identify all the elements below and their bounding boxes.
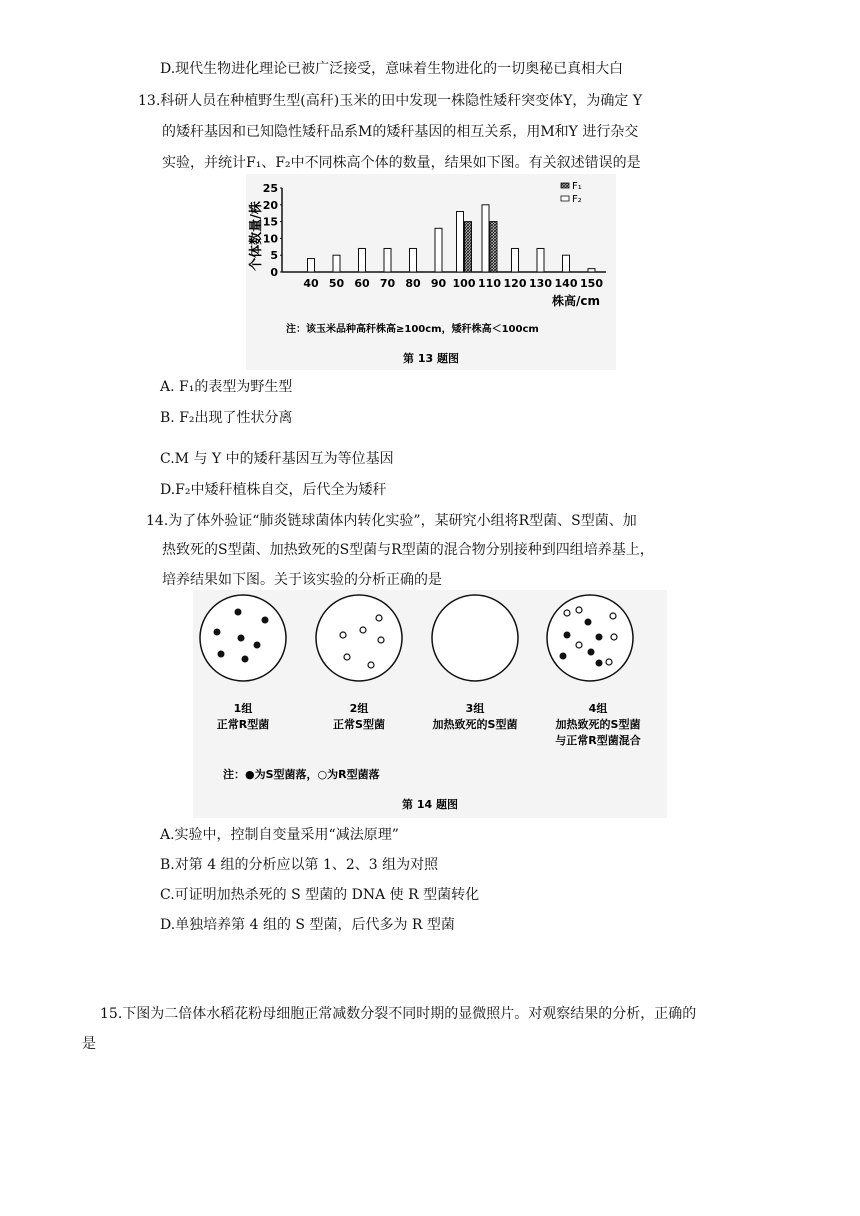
bar-f2-120 [512,248,519,272]
q14-option-d: D.单独培养第 4 组的 S 型菌，后代多为 R 型菌 [160,917,455,933]
group-4-number: 4组 [588,702,608,715]
q13-stem-line-3: 实验，并统计F₁、F₂中不同株高个体的数量，结果如下图。有关叙述错误的是 [162,155,641,171]
y-axis-label: 个体数量/株 [249,201,264,271]
x-tick-label-60: 60 [354,277,370,290]
dish-3 [432,595,518,681]
bar-f2-110 [482,205,489,272]
x-tick-label-110: 110 [478,277,501,290]
q13-stem-line-2: 的矮秆基因和已知隐性矮秆品系M的矮秆基因的相互关系，用M和Y 进行杂交 [162,124,639,140]
q14-option-a: A.实验中，控制自变量采用“减法原理” [160,827,399,843]
legend-f1-swatch [561,183,569,188]
q15-stem-line-2: 是 [82,1036,96,1052]
bar-f2-80 [410,248,417,272]
y-tick-label: 15 [262,215,278,229]
bar-f1-100 [465,222,472,272]
q14-stem-line-3: 培养结果如下图。关于该实验的分析正确的是 [162,572,442,588]
group-3-label: 加热致死的S型菌 [432,718,518,731]
group-2-label: 正常S型菌 [333,718,385,731]
x-tick-label-150: 150 [580,277,603,290]
group-3-number: 3组 [465,702,485,715]
bar-f2-140 [563,255,570,272]
q13-option-b: B. F₂出现了性状分离 [160,410,293,426]
q14-note: 注：●为S型菌落，○为R型菌落 [223,768,380,781]
bar-f2-90 [435,228,442,272]
y-tick-label: 20 [262,198,278,212]
q13-bar-chart [246,174,616,370]
legend-f1-label: F₁ [572,181,582,192]
q13-stem-line-1: 13.科研人员在种植野生型(高秆)玉米的田中发现一株隐性矮秆突变体Y，为确定 Y [138,93,643,109]
x-tick-label-100: 100 [452,277,476,290]
q14-figure [193,590,667,818]
x-tick-label-120: 120 [503,277,527,290]
x-tick-label-140: 140 [554,277,578,290]
q13-caption: 第 13 题图 [403,352,459,365]
group-1-number: 1组 [233,702,253,715]
bar-f2-150 [588,269,595,272]
bar-f1-110 [490,222,497,272]
y-tick-label: 5 [270,249,278,263]
q14-option-c: C.可证明加热杀死的 S 型菌的 DNA 使 R 型菌转化 [160,887,480,903]
q14-stem-line-1: 14.为了体外验证“肺炎链球菌体内转化实验”，某研究小组将R型菌、S型菌、加 [146,513,637,529]
x-tick-label-40: 40 [303,277,319,290]
x-tick-label-80: 80 [405,277,421,290]
bar-f2-100 [457,212,464,272]
group-1-label: 正常R型菌 [216,718,270,731]
group-4-label-2: 与正常R型菌混合 [555,734,641,747]
dish-4 [547,595,633,681]
q13-option-a: A. F₁的表型为野生型 [160,379,293,395]
x-axis-label: 株高/cm [551,294,600,308]
bar-f2-70 [384,248,391,272]
q12-option-d: D.现代生物进化理论已被广泛接受，意味着生物进化的一切奥秘已真相大白 [160,61,624,77]
bar-f2-60 [359,248,366,272]
bar-f2-130 [537,248,544,272]
q14-option-b: B.对第 4 组的分析应以第 1、2、3 组为对照 [160,857,439,873]
group-2-number: 2组 [349,702,369,715]
q14-stem-line-2: 热致死的S型菌、加热致死的S型菌与R型菌的混合物分别接种到四组培养基上， [162,542,654,558]
bar-f2-50 [333,255,340,272]
dish-2 [316,595,402,681]
x-tick-label-70: 70 [379,277,396,290]
x-tick-label-50: 50 [328,277,345,290]
q14-petri-dishes [193,590,667,818]
bar-f2-40 [308,259,315,272]
q13-option-d: D.F₂中矮秆植株自交，后代全为矮秆 [160,482,387,498]
y-tick-label: 10 [262,232,278,246]
y-tick-label: 0 [270,266,278,279]
q14-caption: 第 14 题图 [402,798,458,811]
q15-stem-line-1: 15.下图为二倍体水稻花粉母细胞正常减数分裂不同时期的显微照片。对观察结果的分析，正确的 [100,1006,697,1022]
q13-option-c: C.M 与 Y 中的矮秆基因互为等位基因 [160,451,394,467]
x-tick-label-90: 90 [430,277,447,290]
q13-note: 注：该玉米品种高秆株高≥100cm，矮秆株高＜100cm [286,324,539,335]
y-tick-label: 25 [262,182,278,195]
legend-f2-swatch [561,196,569,201]
group-4-label: 加热致死的S型菌 [555,718,641,731]
x-tick-label-130: 130 [529,277,552,290]
legend-f2-label: F₂ [572,194,582,205]
q13-figure [246,174,616,370]
